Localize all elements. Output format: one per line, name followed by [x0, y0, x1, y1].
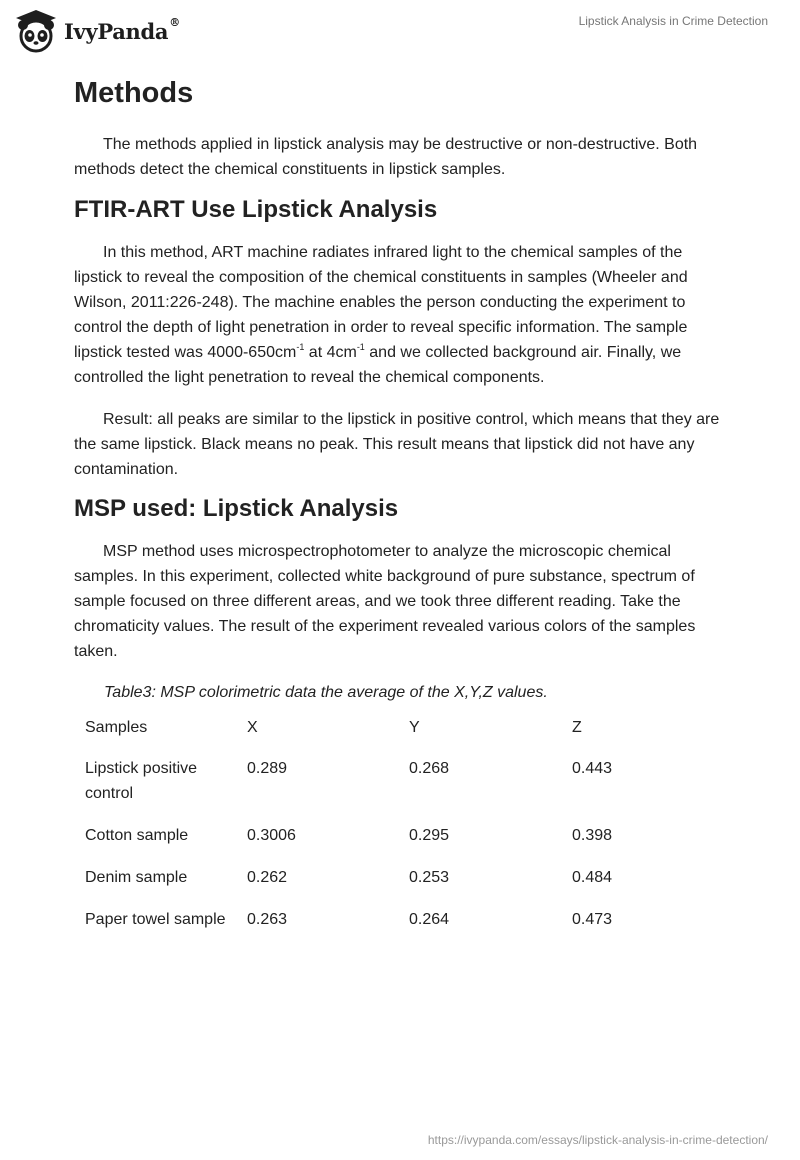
paragraph-msp-method: MSP method uses microspectrophotometer to analyze the microscopic chemical samples. In this experiment, collected white background of pure substance, spectrum of sample focused on three different areas, and we took three different reading. Take the chromaticity values. The result of the experiment revealed various colors of the samples taken. — [74, 543, 696, 660]
table-cell: 0.398 — [572, 827, 613, 844]
table-cell: Cotton sample — [85, 827, 189, 844]
brand-logo[interactable] — [14, 8, 180, 54]
paragraph-ftir-result: Result: all peaks are similar to the lipstick in positive control, which means that they are the same lipstick. Black means no peak. This result means that lipstick did not have any contamination. — [74, 411, 720, 478]
table-header-cell: Samples — [85, 719, 148, 736]
page-header — [0, 0, 800, 60]
table-header-cell: Z — [572, 719, 582, 736]
table-cell: 0.262 — [247, 869, 288, 886]
table-cell: Paper towel sample — [85, 911, 226, 928]
table-cell: 0.473 — [572, 911, 613, 928]
section-title-methods: Methods — [74, 77, 194, 109]
paragraph-ftir-method: In this method, ART machine radiates infrared light to the chemical samples of the lipstick to reveal the composition of the chemical constituents in samples (Wheeler and Wilson, 2011:226-248). The machine enables the person conducting the experiment to control the depth of light penetration in order to reveal specific information. The sample lipstick tested was $4000-650cm^{-1}$ at $4cm^{-1}$ and we collected background air. Finally, we controlled the light penetration to reveal the chemical components. — [74, 244, 688, 386]
table-cell: 0.295 — [409, 827, 450, 844]
panda-graduate-icon — [14, 8, 58, 54]
table-caption: Table3: MSP colorimetric data the average of the X,Y,Z values. — [104, 684, 548, 701]
table-cell: 0.3006 — [247, 827, 296, 844]
table-cell: 0.253 — [409, 869, 450, 886]
table-row — [74, 756, 722, 823]
table-row — [74, 907, 722, 949]
table-row — [74, 865, 722, 907]
section-title-ftir: FTIR-ART Use Lipstick Analysis — [74, 196, 438, 223]
document-title: Lipstick Analysis in Crime Detection — [578, 14, 768, 28]
table-cell: 0.264 — [409, 911, 450, 928]
paragraph-methods: The methods applied in lipstick analysis may be destructive or non-destructive. Both methods detect the chemical constituents in lipstick samples. — [74, 136, 698, 178]
article-body — [74, 72, 734, 949]
msp-colorimetric-table — [74, 715, 722, 949]
source-url[interactable]: https://ivypanda.com/essays/lipstick-analysis-in-crime-detection/ — [427, 1133, 768, 1147]
section-title-msp: MSP used: Lipstick Analysis — [74, 495, 399, 522]
table-cell: 0.289 — [247, 760, 288, 777]
table-cell: Denim sample — [85, 869, 188, 886]
brand-name: IvyPanda® — [64, 15, 180, 44]
table-cell: 0.263 — [247, 911, 288, 928]
table-cell: 0.268 — [409, 760, 450, 777]
table-header-cell: X — [247, 719, 258, 736]
table-cell: Lipstick positive control — [85, 760, 198, 802]
table-cell: 0.484 — [572, 869, 613, 886]
table-row — [74, 823, 722, 865]
table-header-row — [74, 715, 722, 756]
table-header-cell: Y — [409, 719, 420, 736]
table-cell: 0.443 — [572, 760, 613, 777]
